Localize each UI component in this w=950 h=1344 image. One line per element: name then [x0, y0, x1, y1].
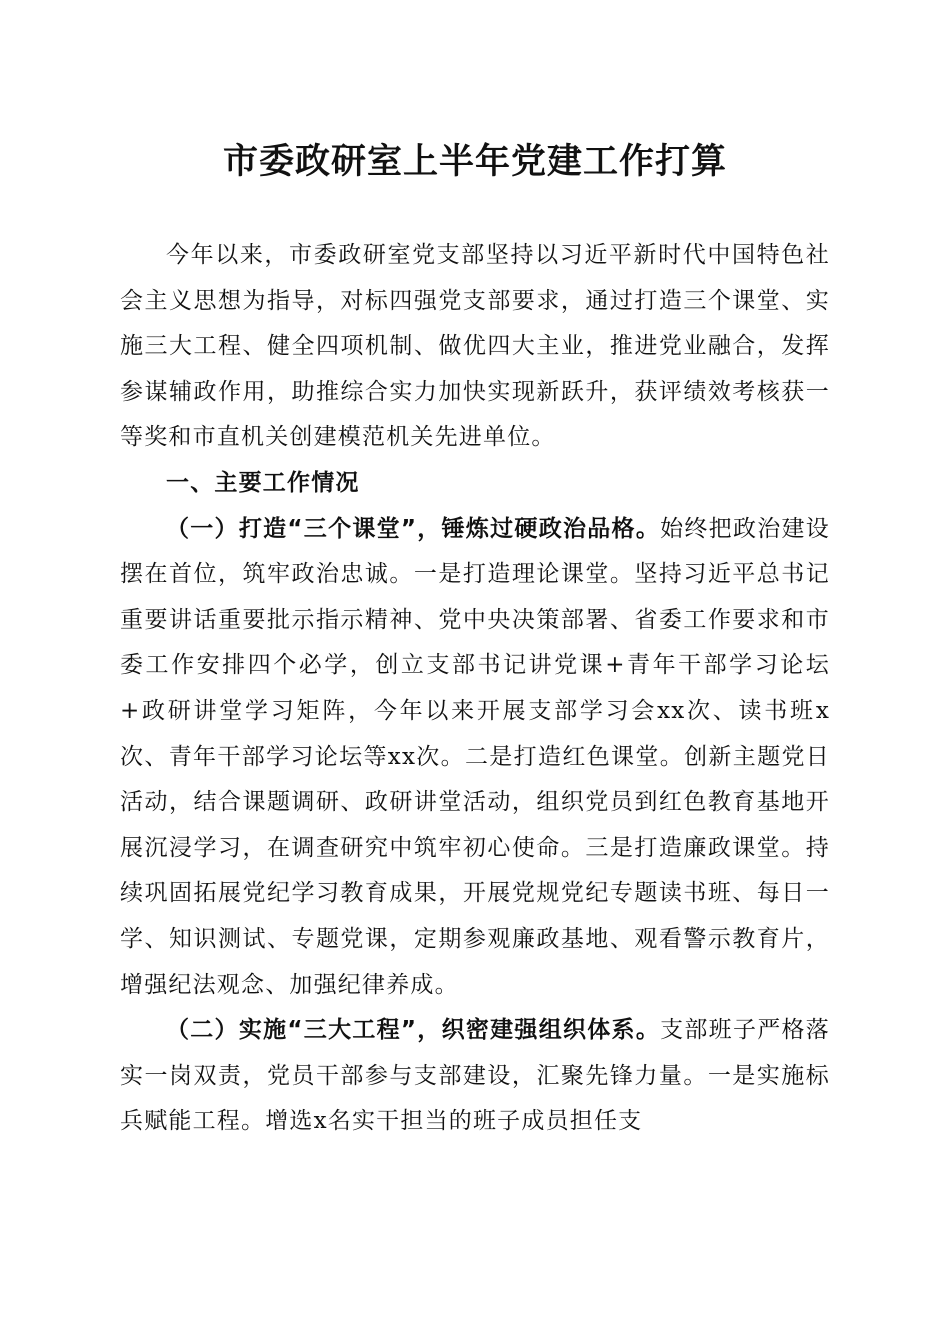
subsection-paragraph-three-projects: [120, 1008, 830, 1145]
subsection-paragraph-three-classrooms: [120, 507, 830, 1009]
subsection-body-three-classrooms: 始终把政治建设摆在首位，筑牢政治忠诚。一是打造理论课堂。坚持习近平总书记重要讲话重要批示指示精神、党中央决策部署、省委工作要求和市委工作安排四个必学，创立支部书记讲党课+青年干部学习论坛+政研讲堂学习矩阵，今年以来开展支部学习会xx次、读书班x次、青年干部学习论坛等xx次。二是打造红色课堂。创新主题党日活动，结合课题调研、政研讲堂活动，组织党员到红色教育基地开展沉浸学习，在调查研究中筑牢初心使命。三是打造廉政课堂。持续巩固拓展党纪学习教育成果，开展党规党纪专题读书班、每日一学、知识测试、专题党课，定期参观廉政基地、观看警示教育片，增强纪法观念、加强纪律养成。: [120, 515, 830, 998]
intro-paragraph: 今年以来，市委政研室党支部坚持以习近平新时代中国特色社会主义思想为指导，对标四强党支部要求，通过打造三个课堂、实施三大工程、健全四项机制、做优四大主业，推进党业融合，发挥参谋辅政作用，助推综合实力加快实现新跃升，获评绩效考核获一等奖和市直机关创建模范机关先进单位。: [120, 242, 830, 451]
subsection-lead-three-classrooms: （一）打造“三个课堂”，锤炼过硬政治品格。: [166, 515, 661, 542]
subsection-lead-three-projects: （二）实施“三大工程”，织密建强组织体系。: [166, 1017, 661, 1044]
subsection-body-three-projects: 支部班子严格落实一岗双责，党员干部参与支部建设，汇聚先锋力量。一是实施标兵赋能工程。增选x名实干担当的班子成员担任支: [120, 1017, 830, 1135]
document-title: 市委政研室上半年党建工作打算: [222, 141, 727, 182]
document-body: [120, 233, 830, 1145]
section-heading-main-work: 一、主要工作情况: [166, 469, 360, 496]
